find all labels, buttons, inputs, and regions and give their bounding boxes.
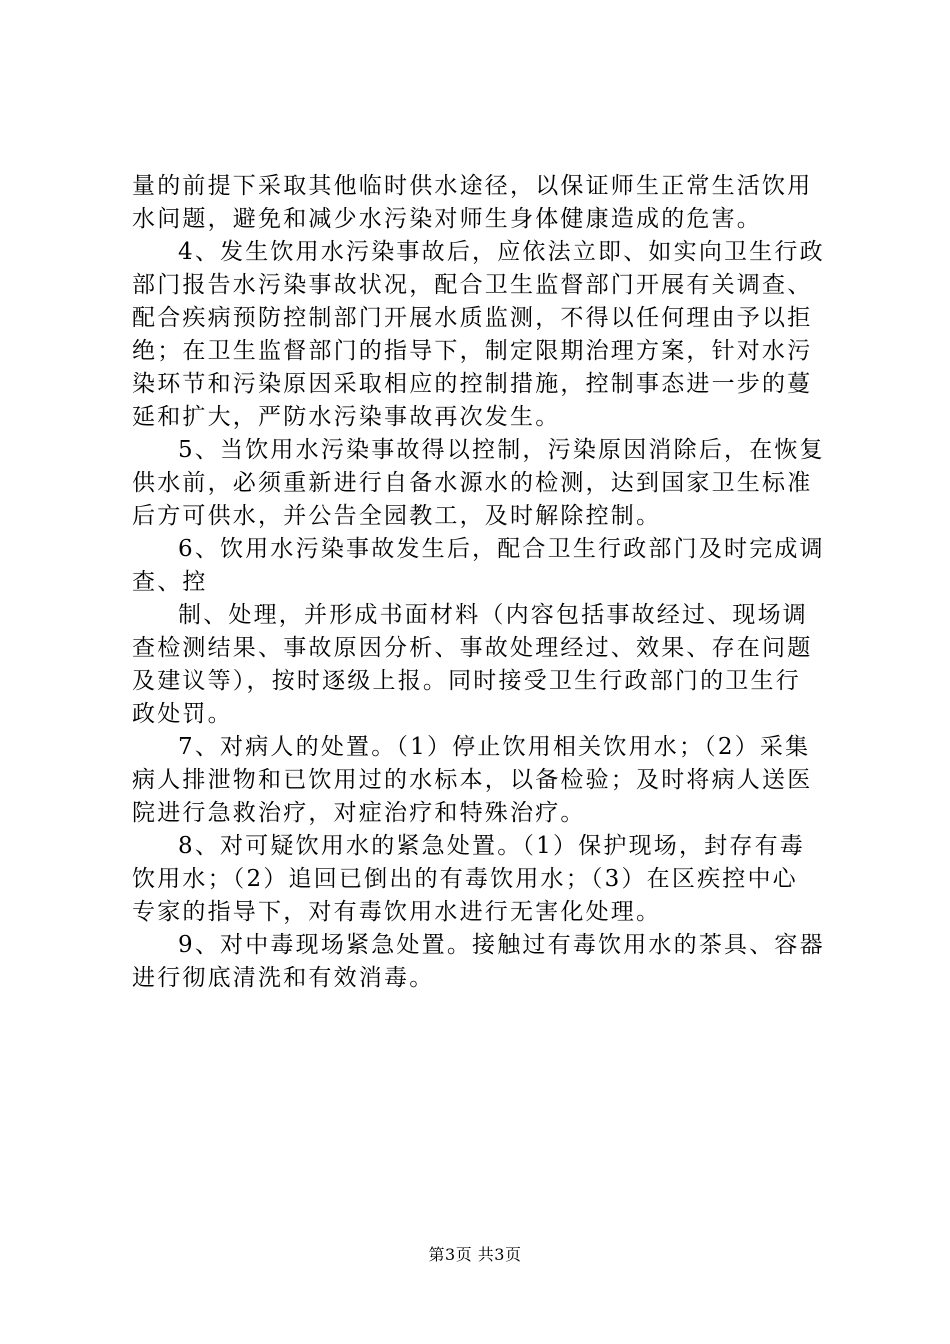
text-line: 专家的指导下，对有毒饮用水进行无害化处理。 — [132, 899, 662, 925]
text-line: 6、饮用水污染事故发生后，配合卫生行政部门及时完成调 — [178, 536, 825, 562]
text-line: 染环节和污染原因采取相应的控制措施，控制事态进一步的蔓 — [132, 371, 813, 397]
text-line: 7、对病人的处置。（1）停止饮用相关饮用水；（2）采集 — [178, 734, 811, 760]
text-line: 查、控 — [132, 569, 208, 595]
text-line: 政处罚。 — [132, 701, 233, 727]
text-line: 绝；在卫生监督部门的指导下，制定限期治理方案，针对水污 — [132, 338, 813, 364]
text-line: 5、当饮用水污染事故得以控制，污染原因消除后，在恢复 — [178, 437, 825, 463]
text-line: 4、发生饮用水污染事故后，应依法立即、如实向卫生行政 — [178, 239, 825, 265]
text-line: 水问题，避免和减少水污染对师生身体健康造成的危害。 — [132, 206, 762, 232]
text-line: 9、对中毒现场紧急处置。接触过有毒饮用水的茶具、容器 — [178, 932, 825, 958]
text-line: 量的前提下采取其他临时供水途径，以保证师生正常生活饮用 — [132, 173, 813, 199]
text-line: 查检测结果、事故原因分析、事故处理经过、效果、存在问题 — [132, 635, 813, 661]
text-line: 进行彻底清洗和有效消毒。 — [132, 965, 435, 991]
text-line: 制、处理，并形成书面材料（内容包括事故经过、现场调 — [178, 602, 808, 628]
text-line: 及建议等），按时逐级上报。同时接受卫生行政部门的卫生行 — [132, 668, 801, 694]
page-footer: 第3页 共3页 — [428, 1245, 522, 1264]
document-body — [132, 170, 832, 995]
text-line: 部门报告水污染事故状况，配合卫生监督部门开展有关调查、 — [132, 272, 813, 298]
text-line: 院进行急救治疗，对症治疗和特殊治疗。 — [132, 800, 586, 826]
text-line: 8、对可疑饮用水的紧急处置。（1）保护现场，封存有毒 — [178, 833, 805, 859]
text-line: 配合疾病预防控制部门开展水质监测，不得以任何理由予以拒 — [132, 305, 813, 331]
text-line: 延和扩大，严防水污染事故再次发生。 — [132, 404, 561, 430]
text-line: 饮用水；（2）追回已倒出的有毒饮用水；（3）在区疾控中心 — [132, 866, 798, 892]
text-line: 病人排泄物和已饮用过的水标本，以备检验；及时将病人送医 — [132, 767, 813, 793]
text-line: 供水前，必须重新进行自备水源水的检测，达到国家卫生标准 — [132, 470, 813, 496]
text-line: 后方可供水，并公告全园教工，及时解除控制。 — [132, 503, 662, 529]
